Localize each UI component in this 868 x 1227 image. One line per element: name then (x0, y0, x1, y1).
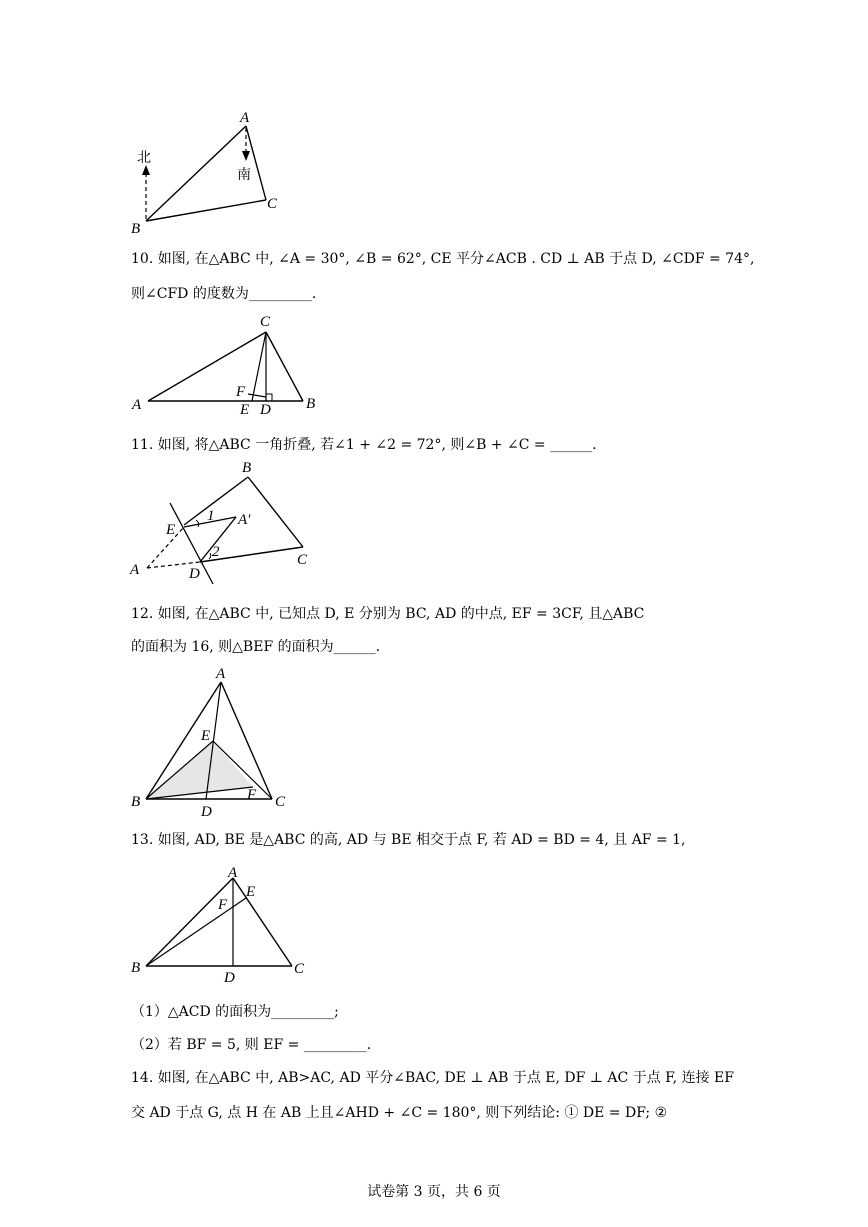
label-d: D (189, 566, 200, 582)
page-footer: 试卷第 3 页，共 6 页 (367, 1184, 501, 1200)
label-e: E (246, 884, 256, 900)
label-a: A (132, 397, 142, 413)
label-a: A (216, 666, 226, 682)
label-e: E (166, 522, 176, 538)
label-d: D (201, 804, 212, 820)
label-b: B (131, 794, 141, 810)
label-e: E (240, 402, 250, 418)
label-a-prime: A′ (238, 512, 251, 528)
label-e: E (201, 728, 211, 744)
label-c: C (275, 794, 286, 810)
label-f: F (247, 787, 257, 803)
label-c: C (260, 314, 271, 330)
label-angle1: 1 (207, 508, 215, 524)
label-south: 南 (237, 168, 251, 183)
q13-part1: （1）△ACD 的面积为_________; (131, 1004, 339, 1020)
label-d: D (224, 970, 235, 986)
label-north: 北 (137, 151, 151, 166)
label-a: A (130, 562, 140, 578)
q13-line1: 13. 如图, AD, BE 是△ABC 的高, AD 与 BE 相交于点 F, 若 AD = BD = 4, 且 AF = 1, (131, 832, 686, 848)
q14-line2: 交 AD 于点 G, 点 H 在 AB 上且∠AHD + ∠C = 180°, 则下列结论: ① DE = DF; ② (131, 1105, 668, 1121)
label-angle2: 2 (212, 544, 220, 560)
label-c: C (297, 552, 308, 568)
q11-line1: 11. 如图, 将△ABC 一角折叠, 若∠1 + ∠2 = 72°, 则∠B + ∠C = ______. (131, 437, 597, 453)
label-d: D (260, 402, 271, 418)
label-b: B (242, 460, 252, 476)
q12-line2: 的面积为 16, 则△BEF 的面积为______. (131, 639, 381, 655)
label-b: B (131, 221, 141, 237)
label-b: B (306, 396, 316, 412)
q10-line1: 10. 如图, 在△ABC 中, ∠A = 30°, ∠B = 62°, CE 平分∠ACB . CD ⊥ AB 于点 D, ∠CDF = 74°, (131, 251, 755, 267)
q13-part2: （2）若 BF = 5, 则 EF = _________. (131, 1037, 372, 1053)
label-f: F (236, 384, 246, 400)
q10-line2: 则∠CFD 的度数为_________. (131, 286, 317, 302)
label-a: A (240, 110, 250, 126)
label-f: F (218, 897, 228, 913)
q14-line1: 14. 如图, 在△ABC 中, AB>AC, AD 平分∠BAC, DE ⊥ AB 于点 E, DF ⊥ AC 于点 F, 连接 EF (131, 1070, 734, 1086)
q12-line1: 12. 如图, 在△ABC 中, 已知点 D, E 分别为 BC, AD 的中点, EF = 3CF, 且△ABC (131, 606, 645, 622)
label-c: C (267, 196, 278, 212)
label-b: B (131, 960, 141, 976)
label-a: A (228, 865, 238, 881)
label-c: C (294, 961, 305, 977)
